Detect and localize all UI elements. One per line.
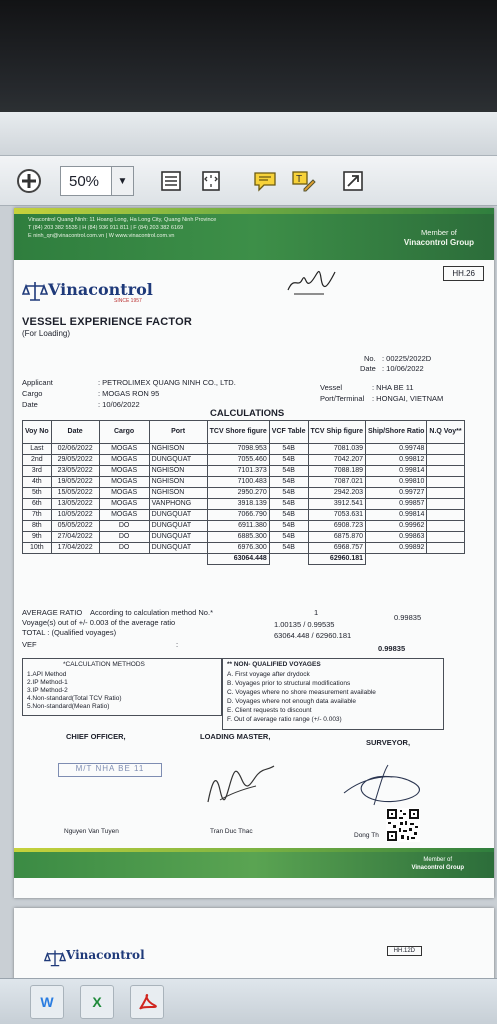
cell-tcv-shore: 7098.953 (207, 444, 269, 455)
methods-title: *CALCULATION METHODS (63, 661, 145, 668)
chief-officer-label: CHIEF OFFICER, (66, 732, 126, 741)
cell-date: 02/06/2022 (51, 444, 99, 455)
cell-cargo: DO (99, 521, 149, 532)
cell-tcv-ship: 6908.723 (308, 521, 366, 532)
table-row (23, 510, 465, 521)
cell-tcv-ship: 2942.203 (308, 488, 366, 499)
logo-text: Vinacontrol (48, 280, 153, 299)
cell-tcv-shore: 6911.380 (207, 521, 269, 532)
cell-voy-no: Last (23, 444, 52, 455)
vessel-stamp: M/T NHA BE 11 (58, 763, 162, 777)
cell-tcv-ship: 6875.870 (308, 532, 366, 543)
nq-item: D. Voyages where not enough data available (227, 698, 357, 705)
table-row (23, 543, 465, 554)
cell-ratio: 0.99727 (366, 488, 427, 499)
excel-app-icon[interactable]: X (80, 985, 114, 1019)
nq-item: F. Out of average ratio range (+/- 0.003) (227, 716, 342, 723)
nq-item: A. First voyage after drydock (227, 671, 310, 678)
applicant-label: Applicant (22, 378, 53, 387)
scales-icon (44, 948, 66, 968)
col-cargo: Cargo (99, 421, 149, 444)
page-title: VESSEL EXPERIENCE FACTOR (22, 316, 193, 328)
cell-tcv-shore: 6885.300 (207, 532, 269, 543)
taskbar (0, 978, 497, 1024)
qr-code-icon (386, 808, 420, 842)
average-ratio-label: AVERAGE RATIO (22, 608, 83, 617)
letterhead-banner (14, 208, 494, 260)
col-voy-no: Voy No (23, 421, 52, 444)
acrobat-app-icon[interactable] (130, 985, 164, 1019)
cell-tcv-ship: 7087.021 (308, 477, 366, 488)
footer-member: Member of Vinacontrol Group (411, 857, 464, 871)
title-bar (0, 112, 497, 156)
fit-page-icon[interactable] (196, 166, 226, 196)
surveyor-name: Dong Th (354, 832, 379, 839)
table-header-row (23, 421, 465, 444)
non-qualified-voyages-box (222, 658, 444, 730)
cell-nq-voy (427, 444, 464, 455)
method-item: 3.IP Method-2 (27, 687, 68, 694)
cell-tcv-shore: 7100.483 (207, 477, 269, 488)
calculation-methods-box (22, 658, 222, 716)
vef-value: 0.99835 (378, 644, 406, 653)
method-item: 4.Non-standard(Total TCV Ratio) (27, 695, 122, 702)
date-value: : 10/06/2022 (382, 364, 424, 373)
no-label: No. (364, 354, 376, 363)
cell-vcf-table: 54B (269, 466, 308, 477)
cell-ratio: 0.99962 (366, 521, 427, 532)
cell-nq-voy (427, 532, 464, 543)
cell-date: 17/04/2022 (51, 543, 99, 554)
cell-vcf-table: 54B (269, 521, 308, 532)
cell-ratio: 0.99812 (366, 455, 427, 466)
cell-voy-no: 4th (23, 477, 52, 488)
cell-tcv-shore: 6976.300 (207, 543, 269, 554)
cell-vcf-table: 54B (269, 455, 308, 466)
table-row (23, 477, 465, 488)
cell-nq-voy (427, 543, 464, 554)
cell-tcv-shore: 2950.270 (207, 488, 269, 499)
footer-banner (14, 848, 494, 878)
cell-voy-no: 9th (23, 532, 52, 543)
table-row (23, 444, 465, 455)
method-item: 2.IP Method-1 (27, 679, 68, 686)
cell-cargo: MOGAS (99, 466, 149, 477)
cell-tcv-ship: 7081.039 (308, 444, 366, 455)
cell-ratio: 0.99863 (366, 532, 427, 543)
cell-nq-voy (427, 510, 464, 521)
toolbar (0, 156, 497, 206)
cell-tcv-shore: 7055.460 (207, 455, 269, 466)
voyages-value: 1.00135 / 0.99535 (274, 620, 335, 629)
cell-tcv-shore: 3918.139 (207, 499, 269, 510)
cell-cargo: DO (99, 543, 149, 554)
cell-vcf-table: 54B (269, 532, 308, 543)
port-label: Port/Terminal (320, 394, 365, 403)
cell-tcv-ship: 7042.207 (308, 455, 366, 466)
document-area[interactable] (0, 206, 497, 1024)
cell-vcf-table: 54B (269, 499, 308, 510)
cell-vcf-table: 54B (269, 510, 308, 521)
no-value: : 00225/2022D (382, 354, 432, 363)
cell-ratio: 0.99748 (366, 444, 427, 455)
vessel-label: Vessel (320, 383, 343, 392)
date2-value: : 10/06/2022 (98, 400, 140, 409)
table-row (23, 466, 465, 477)
col-tcv-shore: TCV Shore figure (207, 421, 269, 444)
cell-date: 15/05/2022 (51, 488, 99, 499)
table-row (23, 455, 465, 466)
vinacontrol-logo (22, 280, 153, 302)
applicant-value: : PETROLIMEX QUANG NINH CO., LTD. (98, 378, 236, 387)
cell-voy-no: 7th (23, 510, 52, 521)
cargo-value: : MOGAS RON 95 (98, 389, 160, 398)
cell-cargo: DO (99, 532, 149, 543)
cargo-label: Cargo (22, 389, 43, 398)
logo-text: Vinacontrol (66, 948, 145, 962)
cell-tcv-ship: 7088.189 (308, 466, 366, 477)
total-value: 63064.448 / 62960.181 (274, 631, 352, 640)
cell-port: DUNGQUAT (149, 543, 207, 554)
cell-tcv-shore: 7066.790 (207, 510, 269, 521)
vessel-value: : NHA BE 11 (372, 383, 414, 392)
loading-master-signature (200, 756, 280, 806)
cell-port: DUNGQUAT (149, 510, 207, 521)
cell-voy-no: 10th (23, 543, 52, 554)
cell-ratio: 0.99814 (366, 510, 427, 521)
calculations-title: CALCULATIONS (210, 408, 285, 419)
cell-port: DUNGQUAT (149, 521, 207, 532)
surveyor-label: SURVEYOR, (366, 738, 411, 747)
total-shore: 63064.448 (207, 554, 269, 565)
cell-date: 29/05/2022 (51, 455, 99, 466)
table-row (23, 532, 465, 543)
cell-ratio: 0.99857 (366, 499, 427, 510)
table-total-row (23, 554, 465, 565)
cell-tcv-shore: 7101.373 (207, 466, 269, 477)
cell-date: 05/05/2022 (51, 521, 99, 532)
cell-voy-no: 6th (23, 499, 52, 510)
expand-icon[interactable] (338, 166, 368, 196)
port-value: : HONGAI, VIETNAM (372, 394, 444, 403)
cell-cargo: MOGAS (99, 455, 149, 466)
total-ship: 62960.181 (308, 554, 366, 565)
cell-vcf-table: 54B (269, 488, 308, 499)
col-ratio: Ship/Shore Ratio (366, 421, 427, 444)
col-port: Port (149, 421, 207, 444)
comment-icon[interactable] (250, 166, 280, 196)
cell-voy-no: 3rd (23, 466, 52, 477)
col-vcf-table: VCF Table (269, 421, 308, 444)
zoom-level-value: 50% (69, 172, 100, 190)
date-label: Date (360, 364, 376, 373)
col-tcv-ship: TCV Ship figure (308, 421, 366, 444)
cell-tcv-ship: 7053.631 (308, 510, 366, 521)
loading-master-label: LOADING MASTER, (200, 732, 271, 741)
scales-icon (22, 280, 48, 302)
cell-tcv-ship: 6968.757 (308, 543, 366, 554)
zoom-dropdown-icon[interactable]: ▼ (111, 167, 133, 195)
cell-ratio: 0.99810 (366, 477, 427, 488)
voyages-text: Voyage(s) out of +/- 0.003 of the average ratio (22, 618, 176, 627)
logo-since: SINCE 1957 (114, 298, 142, 304)
cell-nq-voy (427, 499, 464, 510)
cell-vcf-table: 54B (269, 543, 308, 554)
cell-cargo: MOGAS (99, 488, 149, 499)
cell-date: 23/05/2022 (51, 466, 99, 477)
date2-label: Date (22, 400, 38, 409)
page-subtitle: (For Loading) (22, 329, 71, 338)
member-of-group: Member of Vinacontrol Group (403, 228, 474, 247)
cell-date: 19/05/2022 (51, 477, 99, 488)
cell-port: DUNGQUAT (149, 455, 207, 466)
zoom-in-icon[interactable] (14, 166, 44, 196)
col-date: Date (51, 421, 99, 444)
vinacontrol-logo-page2 (44, 948, 145, 968)
surveyor-signature (334, 763, 424, 813)
monitor-bezel (0, 0, 497, 112)
document-code-page2: HH.12D (387, 946, 422, 956)
cell-nq-voy (427, 488, 464, 499)
cell-voy-no: 5th (23, 488, 52, 499)
save-icon[interactable] (156, 166, 186, 196)
table-row (23, 488, 465, 499)
word-app-icon[interactable]: W (30, 985, 64, 1019)
document-page (14, 208, 494, 898)
table-row (23, 521, 465, 532)
nq-item: C. Voyages where no shore measurement available (227, 689, 376, 696)
vef-label: VEF (22, 640, 37, 649)
cell-date: 10/05/2022 (51, 510, 99, 521)
cell-nq-voy (427, 521, 464, 532)
average-ratio-value: 0.99835 (394, 613, 422, 622)
cell-port: NGHISON (149, 488, 207, 499)
initials-signature (284, 264, 344, 298)
cell-port: NGHISON (149, 477, 207, 488)
calculations-table (22, 420, 465, 565)
document-code: HH.26 (443, 266, 484, 281)
cell-port: NGHISON (149, 466, 207, 477)
method-item: 1.API Method (27, 671, 67, 678)
cell-tcv-ship: 3912.541 (308, 499, 366, 510)
cell-voy-no: 2nd (23, 455, 52, 466)
cell-port: NGHISON (149, 444, 207, 455)
cell-date: 27/04/2022 (51, 532, 99, 543)
cell-voy-no: 8th (23, 521, 52, 532)
cell-cargo: MOGAS (99, 444, 149, 455)
cell-date: 13/05/2022 (51, 499, 99, 510)
zoom-level-input[interactable] (60, 166, 134, 196)
cell-port: DUNGQUAT (149, 532, 207, 543)
nq-title: ** NON- QUALIFIED VOYAGES (227, 661, 321, 668)
vef-colon: : (176, 640, 179, 649)
cell-cargo: MOGAS (99, 499, 149, 510)
nq-item: E. Client requests to discount (227, 707, 312, 714)
cell-ratio: 0.99892 (366, 543, 427, 554)
highlight-text-icon[interactable] (288, 166, 318, 196)
loading-master-name: Tran Duc Thac (210, 828, 253, 835)
average-ratio-text: According to calculation method No.* (90, 608, 213, 617)
company-address: Vinacontrol Quang Ninh: 11 Hoang Long, Ha Long City, Quang Ninh Province T (84) 203 382 5535 | H (84) 936 911 811 | F (84) 203 382 6169 E ninh_qn@vinacontrol.com.vn | W www.vinacontrol.com.vn (28, 217, 217, 239)
cell-ratio: 0.99814 (366, 466, 427, 477)
col-nq-voy: N.Q Voy** (427, 421, 464, 444)
cell-port: VANPHONG (149, 499, 207, 510)
pdf-viewer-window (0, 112, 497, 1024)
table-row (23, 499, 465, 510)
cell-cargo: MOGAS (99, 510, 149, 521)
nq-item: B. Voyages prior to structural modifications (227, 680, 351, 687)
cell-nq-voy (427, 455, 464, 466)
total-text: TOTAL : (Qualified voyages) (22, 628, 117, 637)
method-item: 5.Non-standard(Mean Ratio) (27, 703, 110, 710)
chief-officer-name: Nguyen Van Tuyen (64, 828, 119, 835)
average-method-no: 1 (314, 608, 319, 617)
cell-vcf-table: 54B (269, 477, 308, 488)
svg-text:T: T (296, 174, 303, 185)
cell-nq-voy (427, 466, 464, 477)
cell-nq-voy (427, 477, 464, 488)
cell-vcf-table: 54B (269, 444, 308, 455)
cell-cargo: MOGAS (99, 477, 149, 488)
